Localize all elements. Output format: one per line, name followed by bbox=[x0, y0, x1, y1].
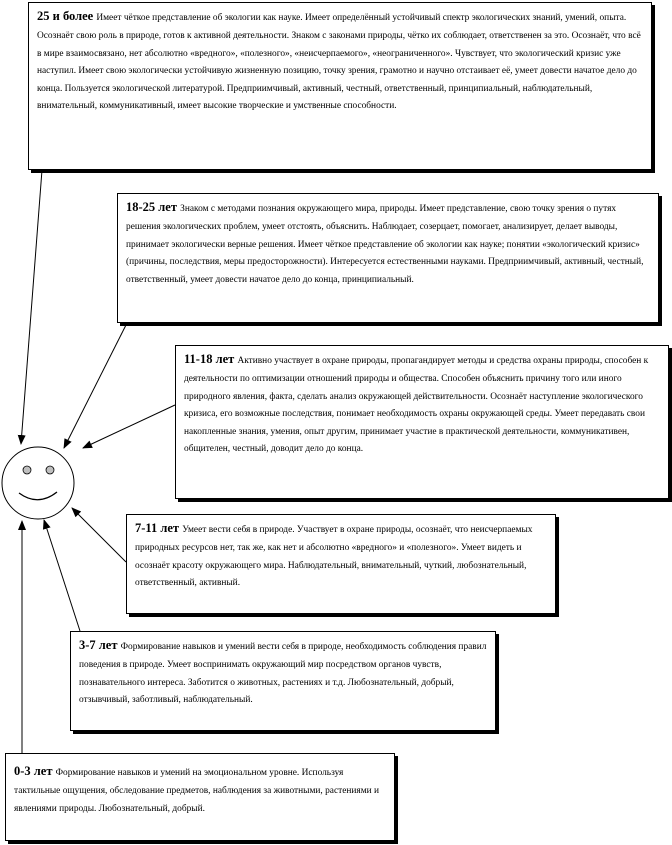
stage-description: Активно участвует в охране природы, пропагандирует методы и средства охраны природы, способен к деятельности по оптимизации отношений природы и общества. Способен объяснить причину того или иного природного явления, факта, сделать анализ окружающей действительности. Осознаёт наступление экологического кризиса, его возможные последствия, понимает необходимость охраны окружающей среды. Умеет передавать свои накопленные знания, умения, опыт другим, принимает участие в практической деятельности, коммуникативен, общителен, честный, доводит дело до конца. bbox=[184, 356, 649, 455]
stage-age: 3-7 лет bbox=[79, 638, 121, 652]
stage-age: 18-25 лет bbox=[126, 200, 181, 214]
arrow-from-7-11 bbox=[72, 508, 126, 562]
stage-description: Имеет чёткое представление об экологии как науке. Имеет определённый устойчивый спектр экологических знаний, умений, опыта. Осознаёт свою роль в природе, готов к активной деятельности. Знаком с законами природы, чётко их соблюдает, ответственен за это. Осознаёт, что всё в мире взаимосвязано, нет абсолютно «вредного», «полезного», «неисчерпаемого», «неограниченного». Чувствует, что экологический кризис уже наступил. Имеет свою экологически устойчивую жизненную позицию, точку зрения, грамотно и научно отстаивает её, умеет довести начатое дело до конца. Пользуется экологической литературой. Предприимчивый, активный, честный, ответственный, принципиальный, наблюдательный, внимательный, коммуникативный, имеет высокие творческие и умственные способности. bbox=[37, 13, 641, 112]
stage-box-18-25 bbox=[117, 193, 659, 323]
stage-age: 0-3 лет bbox=[14, 764, 56, 778]
arrow-from-3-7 bbox=[44, 520, 80, 631]
arrow-from-11-18 bbox=[83, 405, 175, 448]
stage-age: 7-11 лет bbox=[135, 521, 183, 535]
stage-box-7-11 bbox=[126, 514, 556, 614]
arrow-from-18-25 bbox=[64, 323, 127, 448]
stage-box-25-plus bbox=[28, 2, 652, 170]
stage-age: 25 и более bbox=[37, 9, 97, 23]
stage-age: 11-18 лет bbox=[184, 352, 238, 366]
smiley-face-icon bbox=[2, 447, 74, 519]
stage-description: Умеет вести себя в природе. Участвует в охране природы, осознаёт, что неисчерпаемых природных ресурсов нет, так же, как нет и абсолютно «вредного» и «полезного». Умеет видеть и осознаёт красоту окружающего мира. Наблюдательный, внимательный, чуткий, любознательный, ответственный, активный. bbox=[135, 525, 533, 589]
stage-description: Знаком с методами познания окружающего мира, природы. Имеет представление, свою точку зрения о путях решения экологических проблем, умеет отстоять, объяснить. Наблюдает, созерцает, помогает, анализирует, делает выводы, принимает экологически верные решения. Имеет чёткое представление об экологии как науке; понятии «экологический кризис» (причины, последствия, меры предосторожности). Интересуется естественными науками. Предприимчивый, активный, честный, ответственный, умеет довести начатое дело до конца, принципиальный. bbox=[126, 204, 644, 285]
stage-description: Формирование навыков и умений на эмоциональном уровне. Используя тактильные ощущения, обследование предметов, наблюдения за животными, растениями и явлениями природы. Любознательный, добрый. bbox=[14, 768, 380, 814]
stage-box-0-3 bbox=[5, 753, 395, 841]
arrow-from-25-plus bbox=[21, 170, 42, 444]
stage-description: Формирование навыков и умений вести себя в природе, необходимость соблюдения правил поведения в природе. Умеет воспринимать окружающий мир посредством органов чувств, познавательного интереса. Заботится о животных, растениях и т.д. Любознательный, добрый, отзывчивый, заботливый, наблюдательный. bbox=[79, 642, 487, 706]
stage-box-11-18 bbox=[175, 345, 669, 499]
stage-box-3-7 bbox=[70, 631, 496, 731]
